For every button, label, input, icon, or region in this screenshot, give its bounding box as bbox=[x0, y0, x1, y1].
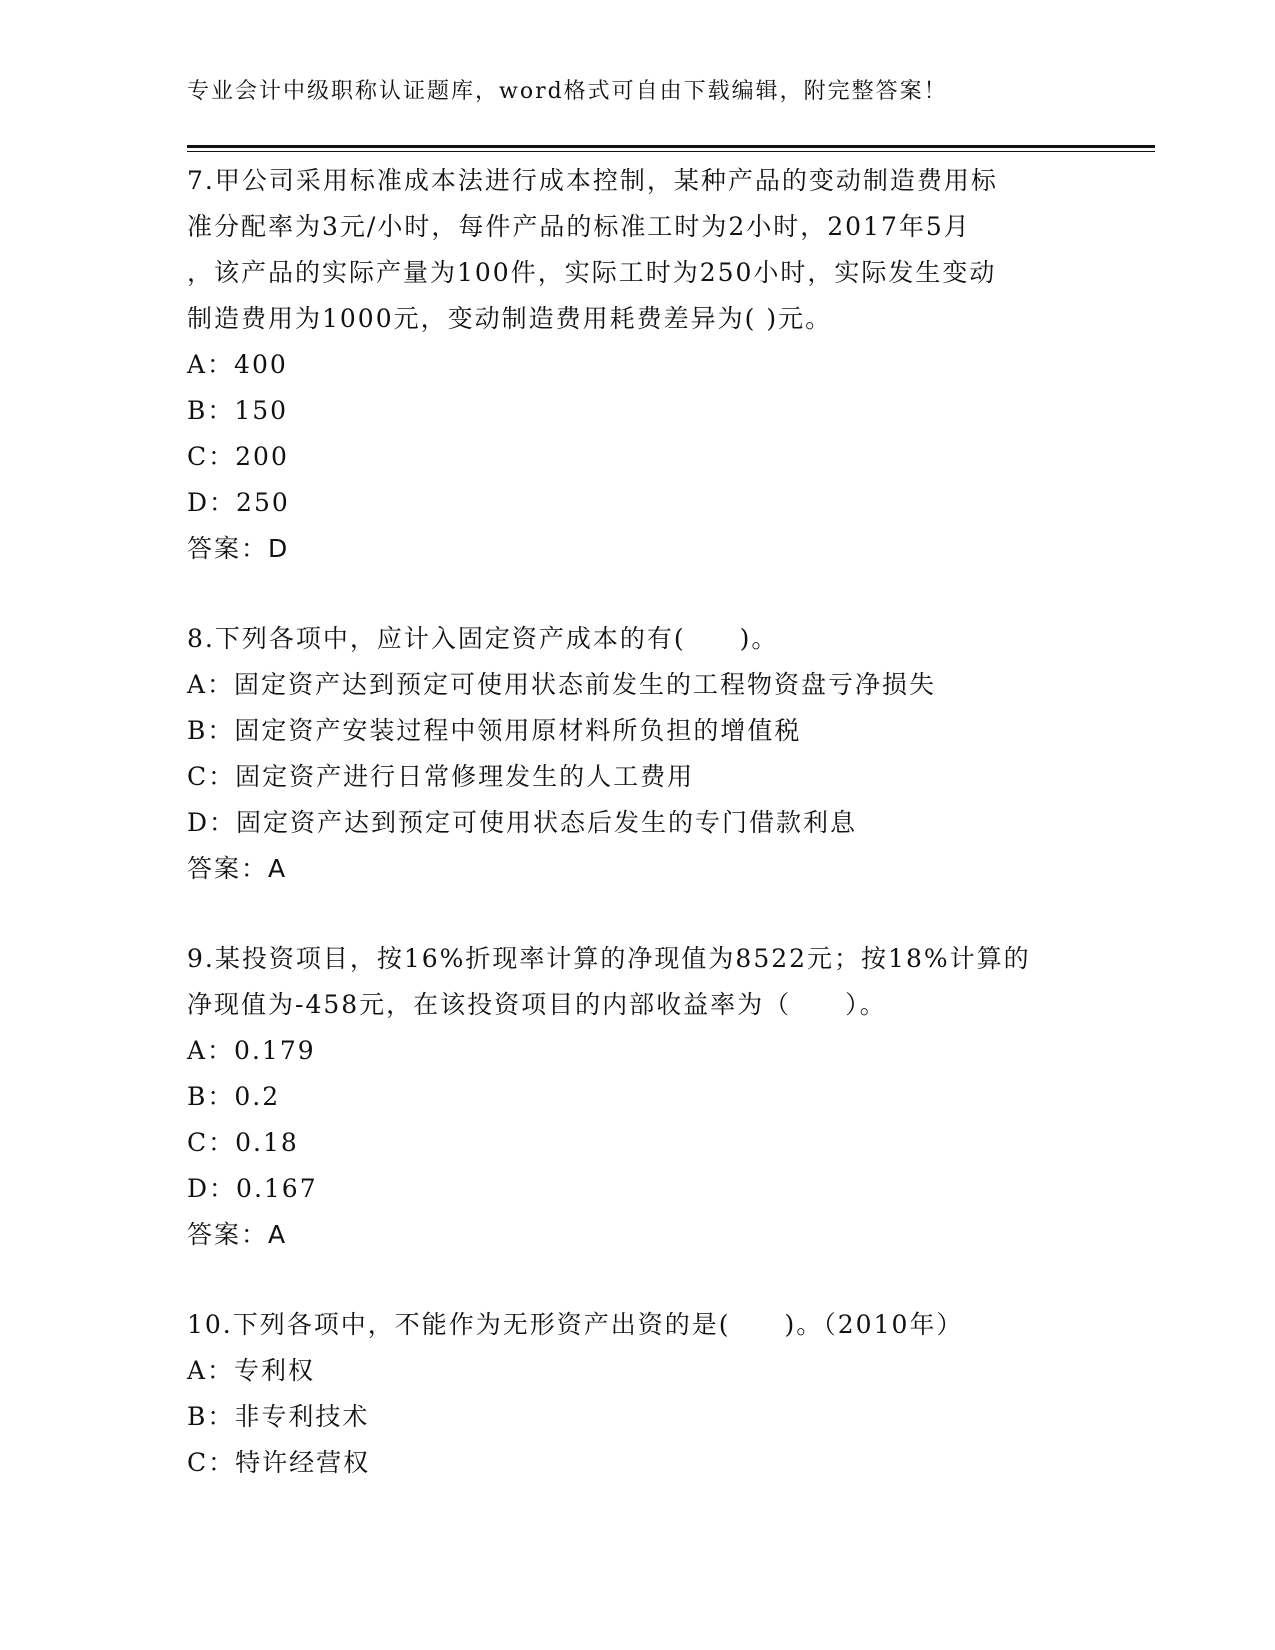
question-text-line: ，该产品的实际产量为100件，实际工时为250小时，实际发生变动 bbox=[187, 258, 997, 287]
answer: 答案：A bbox=[187, 854, 288, 883]
option-d: D：0.167 bbox=[187, 1174, 318, 1203]
option-d: D：固定资产达到预定可使用状态后发生的专门借款利息 bbox=[187, 808, 858, 837]
spacer bbox=[187, 572, 1077, 616]
header-rule-thick bbox=[187, 145, 1155, 148]
answer: 答案：D bbox=[187, 534, 290, 563]
option-b: B：非专利技术 bbox=[187, 1402, 370, 1431]
option-c: C：0.18 bbox=[187, 1128, 299, 1157]
question-text-line: 9.某投资项目，按16%折现率计算的净现值为8522元；按18%计算的 bbox=[187, 944, 1031, 973]
question-list bbox=[187, 158, 1077, 1486]
question-9 bbox=[187, 936, 1077, 1258]
option-a: A：400 bbox=[187, 350, 288, 379]
option-c: C：固定资产进行日常修理发生的人工费用 bbox=[187, 762, 695, 791]
question-text-line: 制造费用为1000元，变动制造费用耗费差异为( )元。 bbox=[187, 304, 833, 333]
answer: 答案：A bbox=[187, 1220, 288, 1249]
question-text-line: 7.甲公司采用标准成本法进行成本控制，某种产品的变动制造费用标 bbox=[187, 166, 998, 195]
header-rule-thin bbox=[187, 151, 1155, 152]
option-d: D：250 bbox=[187, 488, 290, 517]
page-header: 专业会计中级职称认证题库，word格式可自由下载编辑，附完整答案！ bbox=[187, 79, 948, 104]
question-text-line: 净现值为-458元，在该投资项目的内部收益率为（ ）。 bbox=[187, 990, 887, 1019]
option-b: B：0.2 bbox=[187, 1082, 281, 1111]
question-10 bbox=[187, 1302, 1077, 1486]
option-b: B：150 bbox=[187, 396, 289, 425]
option-a: A：固定资产达到预定可使用状态前发生的工程物资盘亏净损失 bbox=[187, 670, 937, 699]
option-b: B：固定资产安装过程中领用原材料所负担的增值税 bbox=[187, 716, 802, 745]
question-text-line: 8.下列各项中，应计入固定资产成本的有( )。 bbox=[187, 624, 779, 653]
option-a: A：0.179 bbox=[187, 1036, 316, 1065]
option-c: C：200 bbox=[187, 442, 289, 471]
question-text-line: 准分配率为3元/小时，每件产品的标准工时为2小时，2017年5月 bbox=[187, 212, 971, 241]
question-8 bbox=[187, 616, 1077, 892]
spacer bbox=[187, 892, 1077, 936]
option-a: A：专利权 bbox=[187, 1356, 316, 1385]
question-text-line: 10.下列各项中，不能作为无形资产出资的是( )。（2010年） bbox=[187, 1310, 964, 1339]
option-c: C：特许经营权 bbox=[187, 1448, 371, 1477]
question-7 bbox=[187, 158, 1077, 572]
spacer bbox=[187, 1258, 1077, 1302]
